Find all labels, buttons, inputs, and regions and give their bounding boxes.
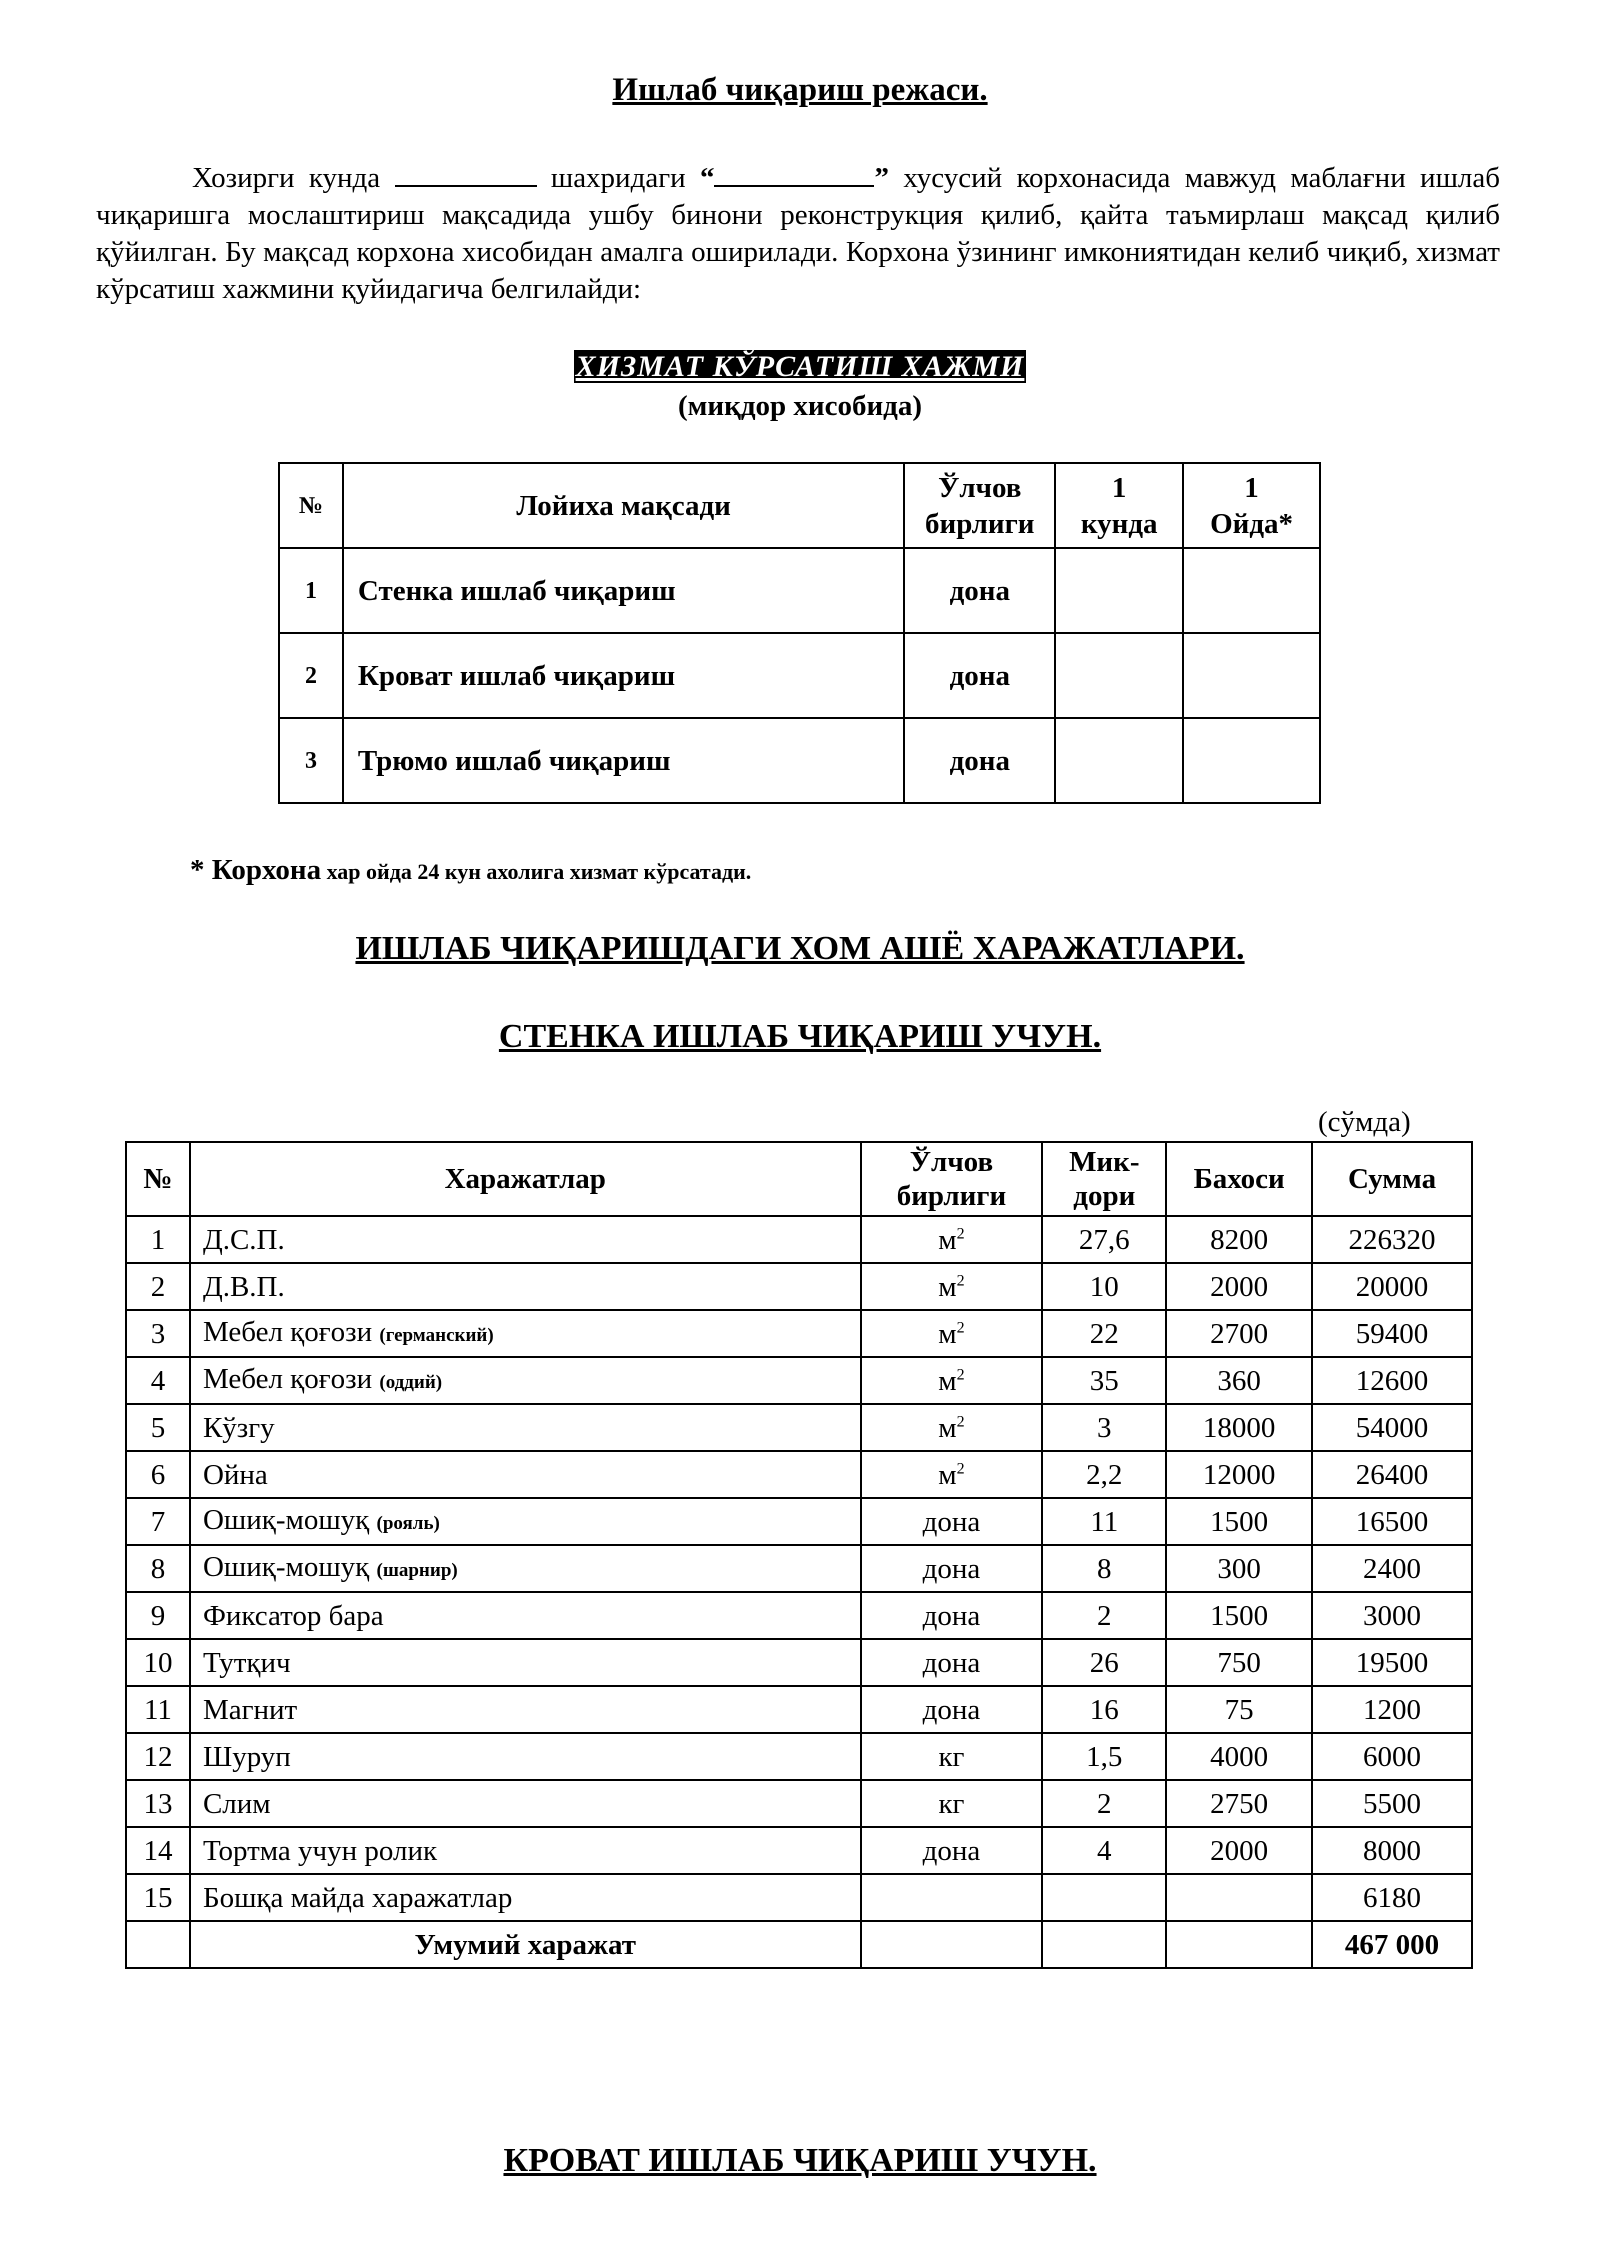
row-no: 1 [279, 548, 343, 633]
row-qty: 2,2 [1042, 1451, 1166, 1498]
footnote [190, 854, 751, 887]
row-item-name: Мебел қоғози [202, 1315, 373, 1348]
row-sum: 226320 [1312, 1216, 1472, 1263]
volume-table [278, 462, 1321, 804]
row-qty: 11 [1042, 1498, 1166, 1545]
footnote-text: хар ойда 24 кун ахолига хизмат кўрсатади. [326, 859, 752, 884]
row-no: 1 [126, 1216, 190, 1263]
row-unit-sup: 2 [956, 1459, 965, 1477]
row-price: 18000 [1166, 1404, 1312, 1451]
row-day [1055, 548, 1183, 633]
header-no: № [279, 463, 343, 548]
total-empty-cell [861, 1921, 1043, 1968]
header-unit: Ўлчов бирлиги [904, 463, 1055, 548]
intro-paragraph [96, 160, 1500, 308]
header-month: 1 Ойда* [1183, 463, 1320, 548]
row-item [190, 1592, 861, 1639]
materials-heading: ИШЛАБ ЧИҚАРИШДАГИ ХОМ АШЁ ХАРАЖАТЛАРИ. [355, 930, 1245, 967]
row-unit: дона [904, 633, 1055, 718]
row-unit-sup: 2 [956, 1224, 965, 1242]
row-item [190, 1686, 861, 1733]
row-qty: 35 [1042, 1357, 1166, 1404]
row-unit-text: м [938, 1458, 957, 1491]
row-no: 13 [126, 1780, 190, 1827]
row-price: 2000 [1166, 1827, 1312, 1874]
row-item [190, 1404, 861, 1451]
row-qty: 4 [1042, 1827, 1166, 1874]
row-unit [861, 1733, 1043, 1780]
row-item-note: (оддий) [379, 1371, 443, 1393]
table-row [126, 1686, 1472, 1733]
row-item [190, 1545, 861, 1592]
row-no: 3 [279, 718, 343, 803]
row-price: 2700 [1166, 1310, 1312, 1357]
row-item-name: Ошиқ-мошуқ [202, 1503, 370, 1536]
row-item-name: Д.С.П. [202, 1223, 285, 1256]
header-unit: Ўлчов бирлиги [861, 1142, 1043, 1216]
row-sum: 59400 [1312, 1310, 1472, 1357]
table-row [126, 1639, 1472, 1686]
row-unit [861, 1686, 1043, 1733]
row-unit: дона [904, 718, 1055, 803]
row-unit-text: дона [922, 1552, 981, 1585]
table-row [279, 718, 1320, 803]
row-price: 300 [1166, 1545, 1312, 1592]
row-sum: 26400 [1312, 1451, 1472, 1498]
row-no: 5 [126, 1404, 190, 1451]
row-qty: 10 [1042, 1263, 1166, 1310]
row-unit-text: м [938, 1411, 957, 1444]
row-item-name: Д.В.П. [202, 1270, 285, 1303]
table-row [279, 548, 1320, 633]
row-item-name: Шуруп [202, 1740, 291, 1773]
row-no: 2 [126, 1263, 190, 1310]
row-price: 8200 [1166, 1216, 1312, 1263]
row-price: 360 [1166, 1357, 1312, 1404]
row-month [1183, 633, 1320, 718]
row-qty: 2 [1042, 1592, 1166, 1639]
row-unit-text: дона [922, 1646, 981, 1679]
row-no: 15 [126, 1874, 190, 1921]
total-value: 467 000 [1312, 1921, 1472, 1968]
header-sum: Сумма [1312, 1142, 1472, 1216]
row-qty: 26 [1042, 1639, 1166, 1686]
row-qty: 3 [1042, 1404, 1166, 1451]
row-sum: 1200 [1312, 1686, 1472, 1733]
row-unit [861, 1404, 1043, 1451]
row-unit [861, 1498, 1043, 1545]
header-goal: Лойиха мақсади [343, 463, 904, 548]
row-item-note: (германский) [379, 1324, 494, 1346]
row-no: 11 [126, 1686, 190, 1733]
volume-subheading: (миқдор хисобида) [678, 390, 922, 422]
table-row [279, 633, 1320, 718]
row-sum: 8000 [1312, 1827, 1472, 1874]
row-day [1055, 633, 1183, 718]
quote-open: “ [699, 162, 715, 194]
table-row [126, 1592, 1472, 1639]
row-unit-text: м [938, 1364, 957, 1397]
table-row [126, 1451, 1472, 1498]
row-unit [861, 1216, 1043, 1263]
volume-heading-text: ХИЗМАТ КЎРСАТИШ ХАЖМИ [575, 350, 1025, 383]
header-no: № [126, 1142, 190, 1216]
total-label: Умумий харажат [190, 1921, 861, 1968]
table-row [126, 1874, 1472, 1921]
table-row [126, 1404, 1472, 1451]
row-unit-text: дона [922, 1693, 981, 1726]
row-no: 6 [126, 1451, 190, 1498]
row-sum: 12600 [1312, 1357, 1472, 1404]
row-price [1166, 1874, 1312, 1921]
row-unit [861, 1592, 1043, 1639]
row-unit-text: кг [938, 1740, 965, 1773]
row-unit-text: дона [922, 1599, 981, 1632]
row-goal: Кроват ишлаб чиқариш [343, 633, 904, 718]
table-row [126, 1545, 1472, 1592]
row-item-name: Кўзгу [202, 1411, 275, 1444]
row-item-name: Ошиқ-мошуқ [202, 1550, 370, 1583]
row-goal: Трюмо ишлаб чиқариш [343, 718, 904, 803]
row-sum: 2400 [1312, 1545, 1472, 1592]
row-qty: 22 [1042, 1310, 1166, 1357]
row-sum: 5500 [1312, 1780, 1472, 1827]
row-unit [861, 1874, 1043, 1921]
row-sum: 6000 [1312, 1733, 1472, 1780]
header-item: Харажатлар [190, 1142, 861, 1216]
volume-heading [0, 350, 1600, 384]
table-row [126, 1498, 1472, 1545]
row-item [190, 1498, 861, 1545]
row-qty: 16 [1042, 1686, 1166, 1733]
table-row [126, 1310, 1472, 1357]
cost-table-header [126, 1142, 1472, 1216]
row-item [190, 1780, 861, 1827]
row-no: 12 [126, 1733, 190, 1780]
row-unit-sup: 2 [956, 1271, 965, 1289]
row-price: 1500 [1166, 1498, 1312, 1545]
row-month [1183, 718, 1320, 803]
row-qty: 8 [1042, 1545, 1166, 1592]
row-unit [861, 1639, 1043, 1686]
row-item-name: Фиксатор бара [202, 1599, 384, 1632]
blank-line [714, 161, 874, 187]
row-item-name: Тортма учун ролик [202, 1834, 438, 1867]
row-qty: 2 [1042, 1780, 1166, 1827]
row-price: 2000 [1166, 1263, 1312, 1310]
row-price: 1500 [1166, 1592, 1312, 1639]
row-unit [861, 1310, 1043, 1357]
table-row [126, 1780, 1472, 1827]
row-item-note: (шарнир) [376, 1559, 458, 1581]
row-unit-text: м [938, 1223, 957, 1256]
row-unit-text: м [938, 1317, 957, 1350]
row-qty: 1,5 [1042, 1733, 1166, 1780]
footnote-prefix: * Корхона [190, 854, 322, 886]
page-title: Ишлаб чиқариш режаси. [612, 72, 988, 108]
row-item-name: Мебел қоғози [202, 1362, 373, 1395]
row-sum: 3000 [1312, 1592, 1472, 1639]
row-day [1055, 718, 1183, 803]
row-qty: 27,6 [1042, 1216, 1166, 1263]
total-empty-cell [1042, 1921, 1166, 1968]
row-unit [861, 1545, 1043, 1592]
row-sum: 19500 [1312, 1639, 1472, 1686]
table-row [126, 1827, 1472, 1874]
row-item [190, 1733, 861, 1780]
row-sum: 20000 [1312, 1263, 1472, 1310]
table-row [126, 1733, 1472, 1780]
header-qty: Мик- дори [1042, 1142, 1166, 1216]
row-unit-text: дона [922, 1505, 981, 1538]
row-sum: 54000 [1312, 1404, 1472, 1451]
row-item [190, 1874, 861, 1921]
row-no: 4 [126, 1357, 190, 1404]
row-item [190, 1639, 861, 1686]
quote-close: ” [874, 162, 889, 194]
total-empty-cell [126, 1921, 190, 1968]
header-day: 1 кунда [1055, 463, 1183, 548]
row-item [190, 1357, 861, 1404]
row-unit [861, 1827, 1043, 1874]
table-row [126, 1263, 1472, 1310]
row-unit-sup: 2 [956, 1365, 965, 1383]
cost-table-body [126, 1216, 1472, 1921]
row-no: 9 [126, 1592, 190, 1639]
row-sum: 6180 [1312, 1874, 1472, 1921]
stenka-heading: СТЕНКА ИШЛАБ ЧИҚАРИШ УЧУН. [498, 1018, 1102, 1055]
cost-table [125, 1141, 1473, 1969]
row-unit [861, 1263, 1043, 1310]
row-no: 10 [126, 1639, 190, 1686]
volume-table-header [279, 463, 1320, 548]
row-no: 8 [126, 1545, 190, 1592]
row-unit-text: дона [922, 1834, 981, 1867]
row-unit-sup: 2 [956, 1318, 965, 1336]
row-qty [1042, 1874, 1166, 1921]
row-item-name: Слим [202, 1787, 271, 1820]
row-unit-text: м [938, 1270, 957, 1303]
row-no: 2 [279, 633, 343, 718]
row-unit-text: кг [938, 1787, 965, 1820]
row-item [190, 1263, 861, 1310]
intro-part2: шахридаги [550, 162, 686, 194]
row-no: 3 [126, 1310, 190, 1357]
row-price: 75 [1166, 1686, 1312, 1733]
row-sum: 16500 [1312, 1498, 1472, 1545]
row-item-name: Тутқич [202, 1646, 291, 1679]
intro-part3: хусусий корхонасида мавжуд маблағни ишлаб чиқаришга мослаштириш мақсадида ушбу бинони реконструкция қилиб, қайта таъмирлаш мақсад қилиб қўйилган. Бу мақсад корхона хисобидан амалга оширилади. Корхона ўзининг имкониятидан келиб чиқиб, хизмат кўрсатиш хажмини қуйидагича белгилайди: [96, 162, 1501, 305]
row-no: 7 [126, 1498, 190, 1545]
row-unit [861, 1451, 1043, 1498]
row-unit [861, 1357, 1043, 1404]
row-unit [861, 1780, 1043, 1827]
row-price: 4000 [1166, 1733, 1312, 1780]
row-item-name: Ойна [202, 1458, 268, 1491]
total-row [126, 1921, 1472, 1968]
row-item-note: (рояль) [376, 1512, 440, 1534]
row-item [190, 1216, 861, 1263]
row-item [190, 1451, 861, 1498]
row-item [190, 1827, 861, 1874]
total-empty-cell [1166, 1921, 1312, 1968]
currency-note: (сўмда) [1318, 1106, 1411, 1138]
blank-line [395, 161, 537, 187]
table-row [126, 1357, 1472, 1404]
table-row [126, 1216, 1472, 1263]
row-item-name: Магнит [202, 1693, 298, 1726]
intro-part1: Хозирги кунда [192, 162, 381, 194]
header-price: Бахоси [1166, 1142, 1312, 1216]
row-item [190, 1310, 861, 1357]
row-price: 12000 [1166, 1451, 1312, 1498]
row-price: 750 [1166, 1639, 1312, 1686]
row-unit-sup: 2 [956, 1412, 965, 1430]
row-month [1183, 548, 1320, 633]
krovat-heading: КРОВАТ ИШЛАБ ЧИҚАРИШ УЧУН. [503, 2142, 1097, 2179]
row-unit: дона [904, 548, 1055, 633]
row-no: 14 [126, 1827, 190, 1874]
row-price: 2750 [1166, 1780, 1312, 1827]
row-item-name: Бошқа майда харажатлар [202, 1881, 513, 1914]
row-goal: Стенка ишлаб чиқариш [343, 548, 904, 633]
